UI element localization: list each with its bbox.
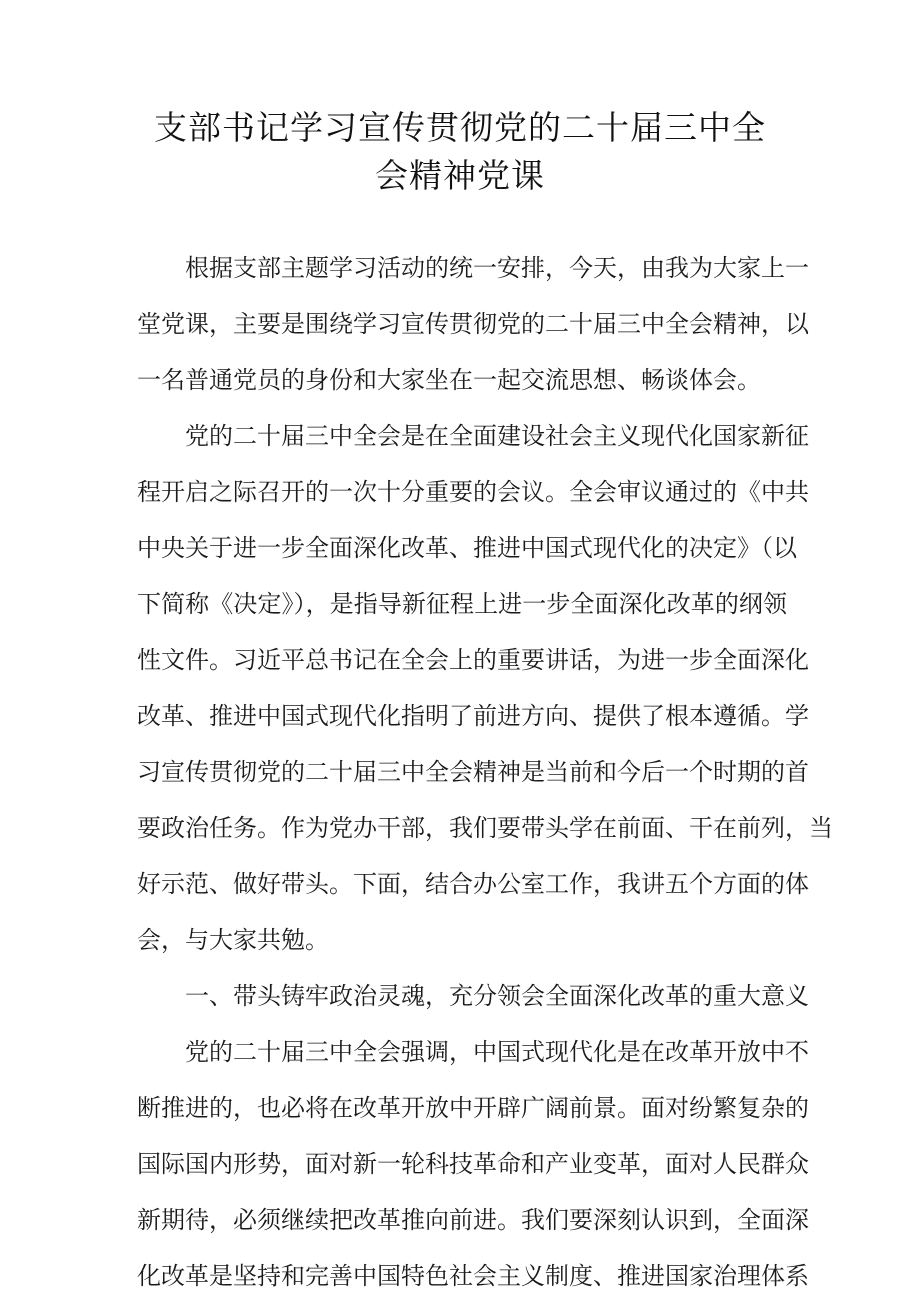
paragraph: [137, 1024, 809, 1304]
text-line: 堂党课，主要是围绕学习宣传贯彻党的二十届三中全会精神，以: [137, 310, 809, 338]
text-line: 化改革是坚持和完善中国特色社会主义制度、推进国家治理体系: [137, 1262, 809, 1290]
text-line: 党的二十届三中全会强调，中国式现代化是在改革开放中不: [185, 1038, 809, 1066]
text-line: 中央关于进一步全面深化改革、推进中国式现代化的决定》（以: [137, 534, 797, 562]
text-line: 一名普通党员的身份和大家坐在一起交流思想、畅谈体会。: [137, 366, 761, 394]
paragraph: [137, 240, 809, 408]
text-line: 程开启之际召开的一次十分重要的会议。全会审议通过的《中共: [137, 478, 809, 506]
text-line: 国际国内形势，面对新一轮科技革命和产业变革，面对人民群众: [137, 1150, 809, 1178]
text-line: 会，与大家共勉。: [137, 926, 329, 954]
text-line: 改革、推进中国式现代化指明了前进方向、提供了根本遵循。学: [137, 702, 809, 730]
document-body: [137, 240, 833, 1304]
text-line: 党的二十届三中全会是在全面建设社会主义现代化国家新征: [185, 422, 809, 450]
text-line: 下简称《决定》），是指导新征程上进一步全面深化改革的纲领: [137, 590, 787, 618]
title-line: 会精神党课: [375, 156, 545, 195]
text-line: 一、带头铸牢政治灵魂，充分领会全面深化改革的重大意义: [185, 982, 809, 1010]
text-line: 断推进的，也必将在改革开放中开辟广阔前景。面对纷繁复杂的: [137, 1094, 809, 1122]
paragraph: [137, 408, 833, 968]
title-line: 支部书记学习宣传贯彻党的二十届三中全: [154, 108, 766, 147]
section-heading: [137, 968, 809, 1024]
text-line: 习宣传贯彻党的二十届三中全会精神是当前和今后一个时期的首: [137, 758, 809, 786]
document-title: [150, 104, 770, 200]
text-line: 性文件。习近平总书记在全会上的重要讲话，为进一步全面深化: [137, 646, 809, 674]
text-line: 要政治任务。作为党办干部，我们要带头学在前面、干在前列，当: [137, 814, 833, 842]
text-line: 新期待，必须继续把改革推向前进。我们要深刻认识到，全面深: [137, 1206, 809, 1234]
text-line: 根据支部主题学习活动的统一安排，今天，由我为大家上一: [185, 254, 809, 282]
text-line: 好示范、做好带头。下面，结合办公室工作，我讲五个方面的体: [137, 870, 809, 898]
